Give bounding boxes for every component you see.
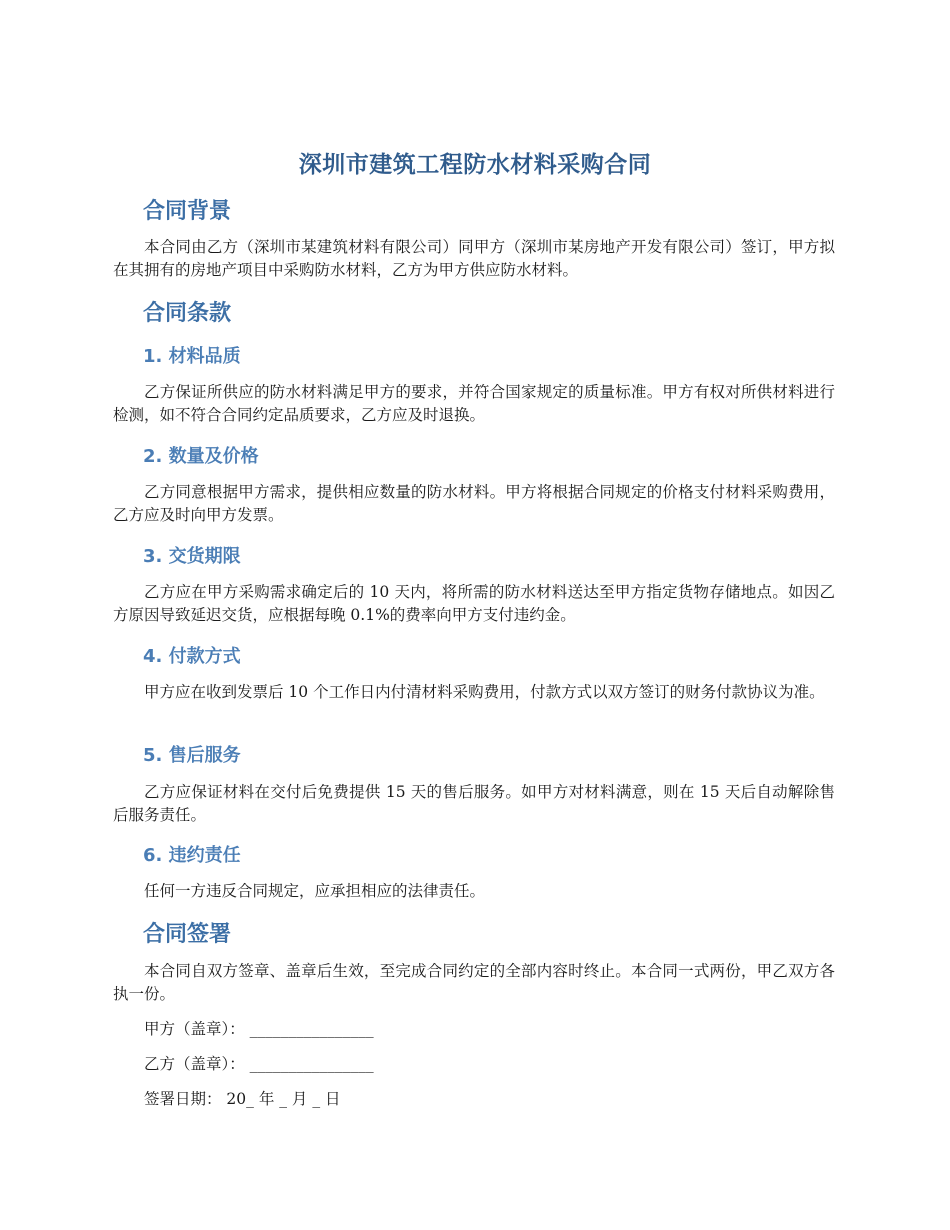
term-heading-after-sales: 5. 售后服务 [143, 745, 241, 766]
term-heading-quality: 1. 材料品质 [143, 346, 241, 367]
term-text-quantity-price: 乙方同意根据甲方需求，提供相应数量的防水材料。甲方将根据合同规定的价格支付材料采购费用，乙方应及时向甲方发票。 [113, 483, 835, 524]
section-heading-terms: 合同条款 [143, 301, 232, 326]
term-heading-delivery: 3. 交货期限 [143, 546, 241, 567]
section-heading-background: 合同背景 [143, 199, 232, 224]
background-paragraph: 本合同由乙方（深圳市某建筑材料有限公司）同甲方（深圳市某房地产开发有限公司）签订，甲方拟在其拥有的房地产项目中采购防水材料，乙方为甲方供应防水材料。 [113, 238, 835, 279]
section-heading-signing: 合同签署 [143, 922, 232, 947]
signing-paragraph: 本合同自双方签章、盖章后生效，至完成合同约定的全部内容时终止。本合同一式两份，甲乙双方各执一份。 [113, 962, 835, 1003]
term-heading-quantity-price: 2. 数量及价格 [143, 446, 259, 467]
term-text-payment: 甲方应在收到发票后 10 个工作日内付清材料采购费用，付款方式以双方签订的财务付款协议为准。 [144, 683, 825, 701]
term-text-liability: 任何一方违反合同规定，应承担相应的法律责任。 [144, 882, 486, 900]
party-b-signature-line: 乙方（盖章）： ________________ [144, 1055, 374, 1073]
term-text-delivery: 乙方应在甲方采购需求确定后的 10 天内，将所需的防水材料送达至甲方指定货物存储地点。如因乙方原因导致延迟交货，应根据每晚 0.1%的费率向甲方支付违约金。 [113, 583, 835, 624]
party-a-signature-line: 甲方（盖章）： ________________ [144, 1020, 374, 1038]
term-heading-liability: 6. 违约责任 [143, 845, 241, 866]
term-text-after-sales: 乙方应保证材料在交付后免费提供 15 天的售后服务。如甲方对材料满意，则在 15 天后自动解除售后服务责任。 [113, 783, 835, 824]
term-text-quality: 乙方保证所供应的防水材料满足甲方的要求，并符合国家规定的质量标准。甲方有权对所供材料进行检测，如不符合合同约定品质要求，乙方应及时退换。 [113, 383, 835, 424]
document-title: 深圳市建筑工程防水材料采购合同 [298, 152, 652, 178]
term-heading-payment: 4. 付款方式 [143, 646, 241, 667]
signing-date-line: 签署日期： 20_ 年 _ 月 _ 日 [144, 1090, 341, 1108]
